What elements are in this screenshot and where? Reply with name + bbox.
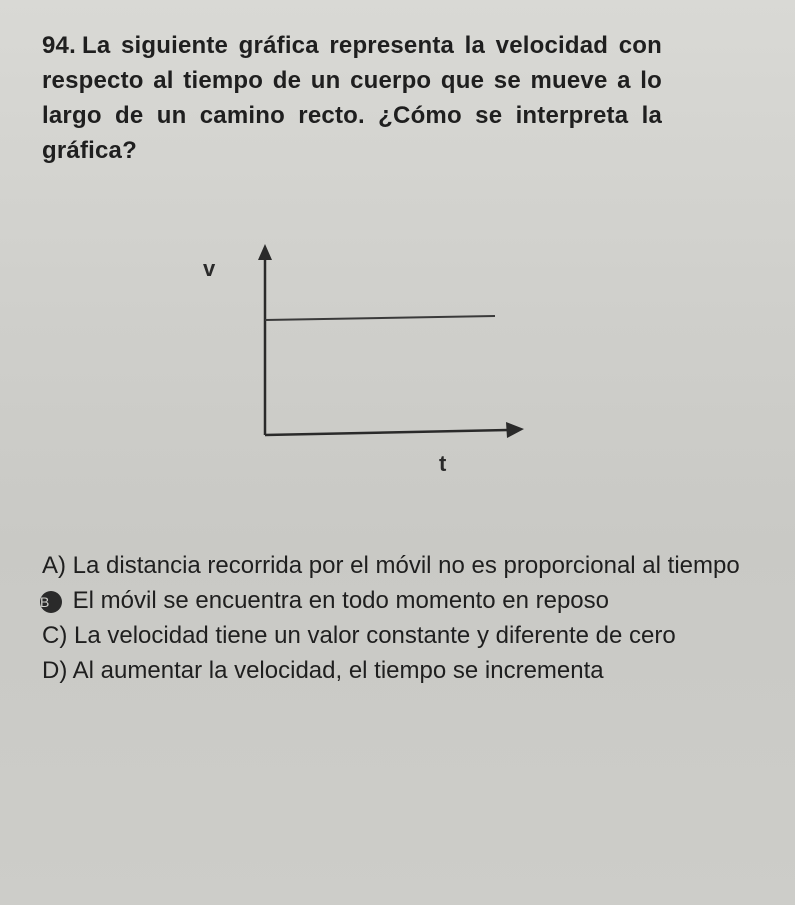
y-axis-label: v bbox=[203, 256, 216, 281]
option-d-letter: D) bbox=[42, 657, 68, 684]
option-b-circled-mark: B bbox=[40, 591, 62, 613]
x-axis-arrowhead bbox=[506, 422, 524, 438]
option-b-text: El móvil se encuentra en todo momento en reposo bbox=[72, 587, 609, 614]
question-number: 94. bbox=[42, 32, 76, 59]
question-block bbox=[42, 28, 662, 168]
velocity-time-graph bbox=[190, 240, 530, 480]
x-axis-label: t bbox=[439, 451, 447, 476]
option-b[interactable] bbox=[42, 583, 742, 618]
option-a[interactable] bbox=[42, 548, 742, 583]
option-a-letter: A) bbox=[42, 552, 66, 579]
y-axis-arrowhead bbox=[258, 244, 272, 260]
option-d[interactable] bbox=[42, 653, 742, 688]
x-axis-line bbox=[265, 430, 508, 435]
option-d-text: Al aumentar la velocidad, el tiempo se incrementa bbox=[72, 657, 604, 684]
option-c[interactable] bbox=[42, 618, 742, 653]
option-a-text: La distancia recorrida por el móvil no es proporcional al tiempo bbox=[72, 552, 740, 579]
option-c-letter: C) bbox=[42, 622, 68, 649]
option-c-text: La velocidad tiene un valor constante y diferente de cero bbox=[74, 622, 676, 649]
answer-options bbox=[42, 548, 742, 688]
question-text: La siguiente gráfica representa la velocidad con respecto al tiempo de un cuerpo que se mueve a lo largo de un camino recto. ¿Cómo se interpreta la gráfica? bbox=[42, 32, 662, 164]
constant-velocity-line bbox=[265, 316, 495, 320]
